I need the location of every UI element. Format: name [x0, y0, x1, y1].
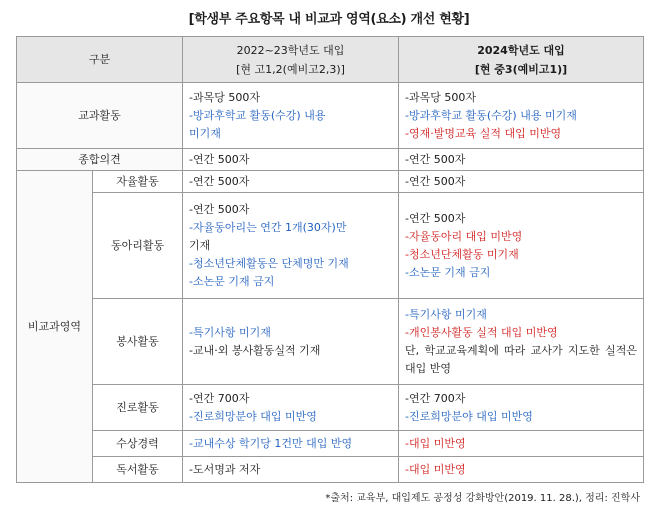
- label-dongari: 동아리활동: [93, 193, 183, 299]
- cell-line: 단, 학교교육계획에 따라 교사가 지도한 실적은 대입 반영: [405, 343, 638, 375]
- cell-line: -특기사항 미기재: [189, 325, 271, 339]
- header-2022-23-line2: [현 고1,2(예비고2,3)]: [236, 62, 345, 76]
- cell-line: -연간 500자: [189, 174, 250, 188]
- cell-line: -연간 500자: [405, 152, 466, 166]
- label-susang: 수상경력: [93, 431, 183, 457]
- label-bongsa: 봉사활동: [93, 299, 183, 385]
- label-jayul: 자율활동: [93, 171, 183, 193]
- cell-line: -청소년단체활동은 단체명만 기재: [189, 256, 349, 270]
- table-title: [학생부 주요항목 내 비교과 영역(요소) 개선 현황]: [188, 12, 470, 27]
- cell-line: -소논문 기재 금지: [405, 265, 491, 279]
- cell-gyogwa-2024: [399, 83, 644, 149]
- header-category: 구분: [17, 37, 183, 83]
- cell-dongari-2022: [183, 193, 399, 299]
- cell-dokseo-2022: [183, 457, 399, 483]
- row-susang: [17, 431, 644, 457]
- cell-line: -진로희망분야 대입 미반영: [405, 409, 533, 423]
- cell-jinro-2022: [183, 385, 399, 431]
- cell-line: -대입 미반영: [405, 436, 466, 450]
- row-jinro: [17, 385, 644, 431]
- cell-line: -연간 500자: [405, 174, 466, 188]
- cell-jayul-2024: [399, 171, 644, 193]
- cell-line: -청소년단체활동 미기재: [405, 247, 519, 261]
- header-row: [17, 37, 644, 83]
- label-jonghap: 종합의견: [17, 149, 183, 171]
- cell-bongsa-2022: [183, 299, 399, 385]
- comparison-table: [16, 36, 644, 483]
- cell-line: -도서명과 저자: [189, 462, 261, 476]
- header-2022-23: [183, 37, 399, 83]
- cell-bongsa-2024: [399, 299, 644, 385]
- cell-line: -자율동아리는 연간 1개(30자)만: [189, 220, 347, 234]
- label-jinro: 진로활동: [93, 385, 183, 431]
- cell-line: -방과후학교 활동(수강) 내용 미기재: [405, 108, 577, 122]
- cell-line: -연간 500자: [405, 211, 466, 225]
- cell-line: -영재·발명교육 실적 대입 미반영: [405, 126, 562, 140]
- row-jayul: [17, 171, 644, 193]
- header-2024-line2: [현 중3(예비고1)]: [474, 62, 568, 76]
- cell-dongari-2024: [399, 193, 644, 299]
- row-gyogwa: [17, 83, 644, 149]
- header-2022-23-line1: 2022~23학년도 대입: [236, 43, 345, 57]
- row-bongsa: [17, 299, 644, 385]
- row-dongari: [17, 193, 644, 299]
- cell-susang-2024: [399, 431, 644, 457]
- cell-line: -연간 500자: [189, 152, 250, 166]
- header-2024-line1: 2024학년도 대입: [477, 43, 565, 57]
- label-dokseo: 독서활동: [93, 457, 183, 483]
- header-2024: [399, 37, 644, 83]
- cell-line: -개인봉사활동 실적 대입 미반영: [405, 325, 558, 339]
- cell-jonghap-2024: [399, 149, 644, 171]
- cell-line: -교내·외 봉사활동실적 기재: [189, 343, 321, 357]
- cell-line: -자율동아리 대입 미반영: [405, 229, 523, 243]
- label-bigyogwa: 비교과영역: [17, 171, 93, 483]
- cell-susang-2022: [183, 431, 399, 457]
- label-gyogwa: 교과활동: [17, 83, 183, 149]
- cell-line: -교내수상 학기당 1건만 대입 반영: [189, 436, 353, 450]
- cell-jinro-2024: [399, 385, 644, 431]
- cell-line: 기재: [189, 238, 211, 252]
- cell-line: -연간 700자: [405, 391, 466, 405]
- cell-jayul-2022: [183, 171, 399, 193]
- cell-gyogwa-2022: [183, 83, 399, 149]
- cell-line: -연간 700자: [189, 391, 250, 405]
- cell-line: -방과후학교 활동(수강) 내용: [189, 108, 326, 122]
- cell-line: -연간 500자: [189, 202, 250, 216]
- cell-line: -소논문 기재 금지: [189, 274, 275, 288]
- cell-line: -진로희망분야 대입 미반영: [189, 409, 317, 423]
- cell-line: -대입 미반영: [405, 462, 466, 476]
- row-jonghap: [17, 149, 644, 171]
- cell-jonghap-2022: [183, 149, 399, 171]
- cell-line: -과목당 500자: [405, 90, 476, 104]
- cell-line: -특기사항 미기재: [405, 307, 487, 321]
- cell-line: 미기재: [189, 126, 221, 140]
- cell-dokseo-2024: [399, 457, 644, 483]
- row-dokseo: [17, 457, 644, 483]
- source-footnote: *출처: 교육부, 대입제도 공정성 강화방안(2019. 11. 28.), 정리: 진학사: [325, 493, 640, 504]
- cell-line: -과목당 500자: [189, 90, 260, 104]
